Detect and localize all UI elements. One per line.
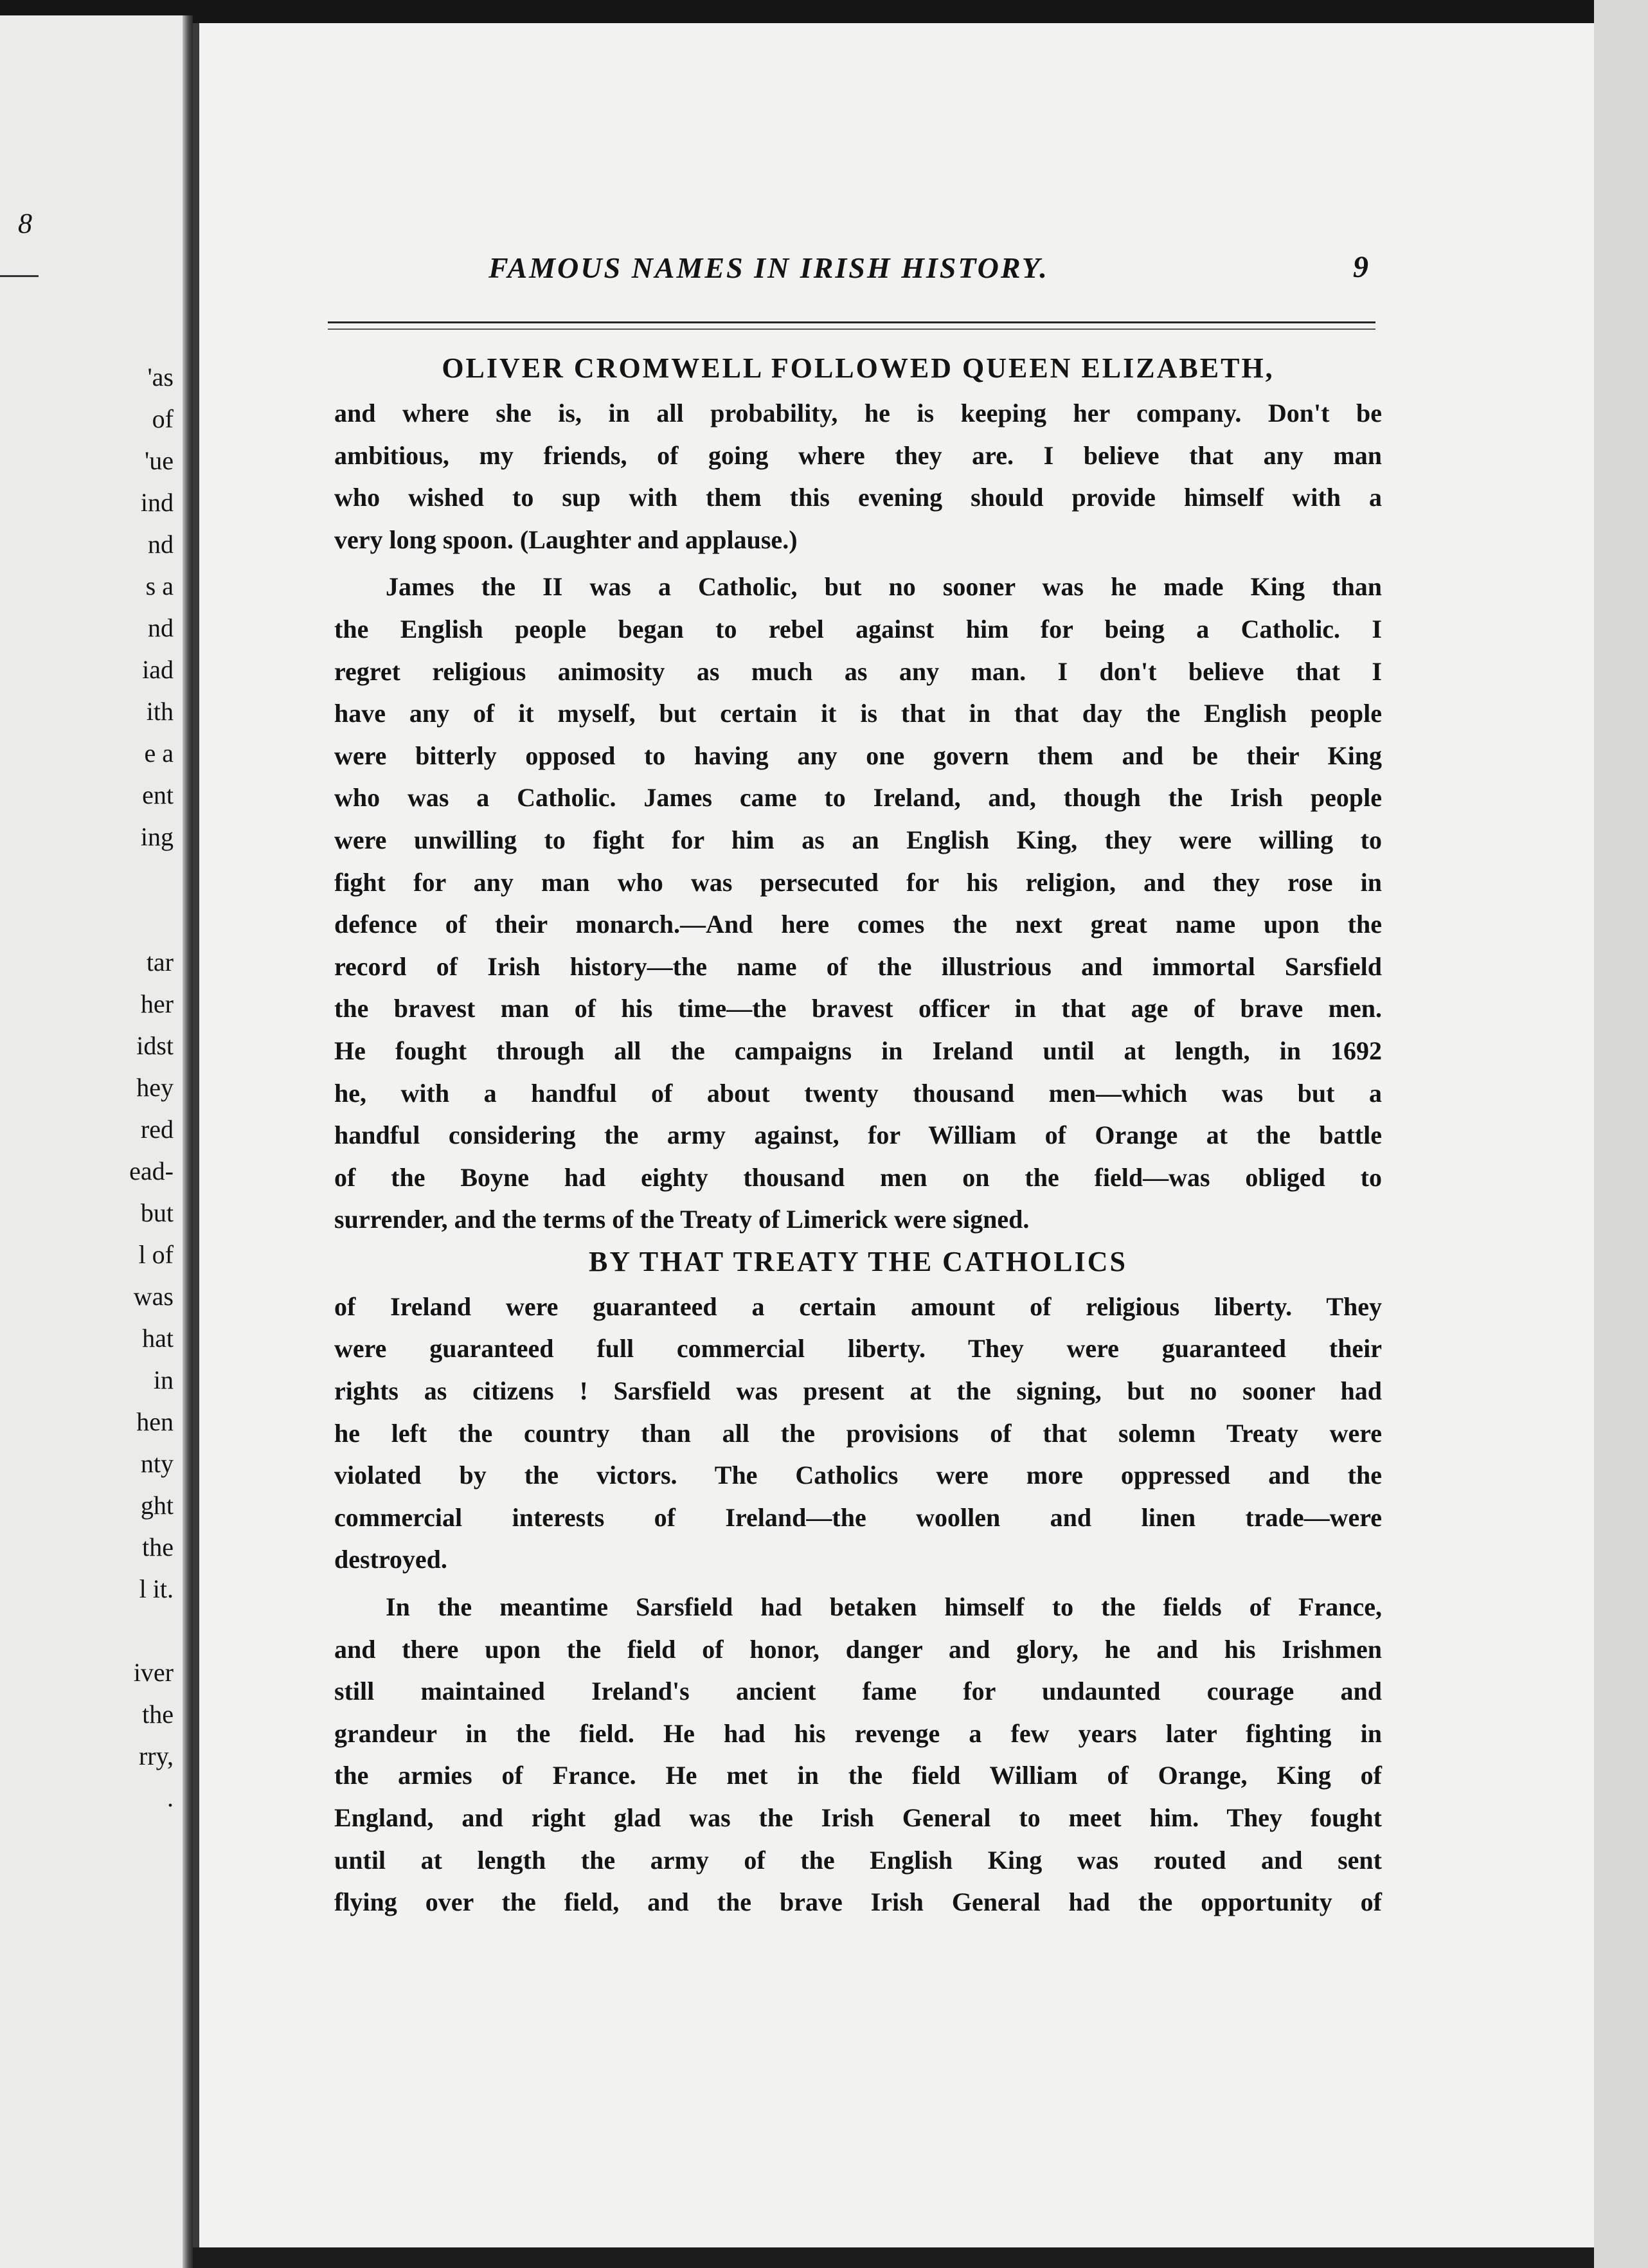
text-line: He fought through all the campaigns in Ireland until at length, in 1692: [334, 1036, 1382, 1065]
left-fragment: ing: [140, 822, 174, 851]
left-fragment: the: [142, 1533, 174, 1562]
text-line: In the meantime Sarsfield had betaken himself to the fields of France,: [386, 1592, 1382, 1622]
left-header-rule: [0, 275, 39, 277]
text-line: were bitterly opposed to having any one govern them and be their King: [334, 741, 1382, 770]
text-line: of the Boyne had eighty thousand men on the field—was obliged to: [334, 1162, 1382, 1192]
text-line: were guaranteed full commercial liberty. They were guaranteed their: [334, 1334, 1382, 1364]
left-fragment: tar: [146, 948, 174, 977]
text-line: the English people began to rebel against him for being a Catholic. I: [334, 614, 1382, 644]
text-line: fight for any man who was persecuted for his religion, and they rose in: [334, 867, 1382, 897]
running-head: FAMOUS NAMES IN IRISH HISTORY.: [488, 251, 1049, 284]
section-heading: OLIVER CROMWELL FOLLOWED QUEEN ELIZABETH,: [442, 352, 1275, 384]
left-fragment: ind: [140, 488, 174, 517]
left-fragment: l it.: [139, 1574, 174, 1603]
text-line: until at length the army of the English King was routed and sent: [334, 1845, 1382, 1875]
left-fragment: 'as: [147, 363, 174, 392]
text-line: commercial interests of Ireland—the woollen and linen trade—were: [334, 1502, 1382, 1532]
text-line: James the II was a Catholic, but no sooner was he made King than: [386, 572, 1382, 602]
text-line: and where she is, in all probability, he is keeping her company. Don't be: [334, 399, 1382, 428]
left-fragment: in: [153, 1365, 174, 1394]
left-gap: [0, 1610, 174, 1652]
left-facing-page: [0, 15, 193, 2268]
text-line: surrender, and the terms of the Treaty of Limerick were signed.: [334, 1205, 1030, 1234]
text-line: record of Irish history—the name of the illustrious and immortal Sarsfield: [334, 951, 1382, 981]
text-line: violated by the victors. The Catholics were more oppressed and the: [334, 1461, 1382, 1490]
left-fragment: ght: [140, 1491, 174, 1520]
page-edge: [1594, 0, 1648, 2268]
left-fragment: the: [142, 1700, 174, 1729]
text-line: destroyed.: [334, 1545, 447, 1574]
text-line: flying over the field, and the brave Irish General had the opportunity of: [334, 1887, 1382, 1917]
page-body: [334, 347, 1382, 1923]
paragraph-gap: [334, 561, 1382, 566]
left-fragment: nty: [140, 1449, 174, 1478]
left-fragment: e a: [144, 739, 174, 768]
text-line: still maintained Ireland's ancient fame for undaunted courage and: [334, 1677, 1382, 1706]
left-fragment: hen: [136, 1407, 174, 1436]
left-fragment: ent: [142, 780, 174, 809]
left-fragment: s a: [145, 572, 174, 600]
text-line: of Ireland were guaranteed a certain amount of religious liberty. They: [334, 1292, 1382, 1321]
text-line: who was a Catholic. James came to Ireland, and, though the Irish people: [334, 783, 1382, 813]
text-line: the bravest man of his time—the bravest officer in that age of brave men.: [334, 994, 1382, 1023]
left-fragment: idst: [136, 1031, 174, 1060]
text-line: handful considering the army against, for William of Orange at the battle: [334, 1120, 1382, 1150]
left-fragment: her: [140, 989, 174, 1018]
text-line: who wished to sup with them this evening should provide himself with a: [334, 483, 1382, 512]
text-line: he left the country than all the provisions of that solemn Treaty were: [334, 1418, 1382, 1448]
left-fragment: hey: [136, 1073, 174, 1102]
scan-background: [0, 0, 1648, 26]
left-fragment: of: [152, 404, 174, 433]
left-fragment: iver: [133, 1658, 174, 1687]
left-fragment: but: [140, 1198, 174, 1227]
text-line: England, and right glad was the Irish General to meet him. They fought: [334, 1803, 1382, 1832]
left-fragment: nd: [148, 530, 174, 559]
left-fragment: iad: [142, 655, 174, 684]
text-line: ambitious, my friends, of going where they are. I believe that any man: [334, 440, 1382, 470]
text-line: rights as citizens ! Sarsfield was present at the signing, but no sooner had: [334, 1376, 1382, 1406]
text-line: very long spoon. (Laughter and applause.): [334, 525, 798, 554]
left-fragment: rry,: [138, 1742, 174, 1770]
left-fragment: 'ue: [145, 446, 174, 475]
text-line: were unwilling to fight for him as an English King, they were willing to: [334, 825, 1382, 854]
left-fragment: l of: [138, 1240, 174, 1269]
left-page-number: 8: [18, 208, 32, 239]
left-fragment: hat: [142, 1324, 174, 1353]
section-heading: BY THAT TREATY THE CATHOLICS: [589, 1245, 1127, 1277]
left-gap: [0, 858, 174, 941]
book-gutter: [183, 15, 193, 2268]
text-line: have any of it myself, but certain it is that in that day the English people: [334, 699, 1382, 728]
text-line: defence of their monarch.—And here comes the next great name upon the: [334, 910, 1382, 939]
text-line: regret religious animosity as much as any man. I don't believe that I: [334, 656, 1382, 686]
header-rule: [328, 321, 1375, 330]
left-page-text-fragments: [0, 356, 174, 1819]
page-number: 9: [1353, 250, 1368, 284]
left-fragment: ead-: [129, 1156, 174, 1185]
left-fragment: nd: [148, 613, 174, 642]
text-line: he, with a handful of about twenty thousand men—which was but a: [334, 1078, 1382, 1108]
text-line: and there upon the field of honor, danger and glory, he and his Irishmen: [334, 1634, 1382, 1664]
left-fragment: red: [140, 1115, 174, 1144]
text-line: grandeur in the field. He had his revenge a few years later fighting in: [334, 1718, 1382, 1748]
paragraph-gap: [334, 1581, 1382, 1586]
left-fragment: was: [133, 1282, 174, 1311]
left-fragment: ith: [146, 697, 174, 726]
text-line: the armies of France. He met in the field William of Orange, King of: [334, 1761, 1382, 1790]
left-fragment: .: [167, 1783, 174, 1812]
